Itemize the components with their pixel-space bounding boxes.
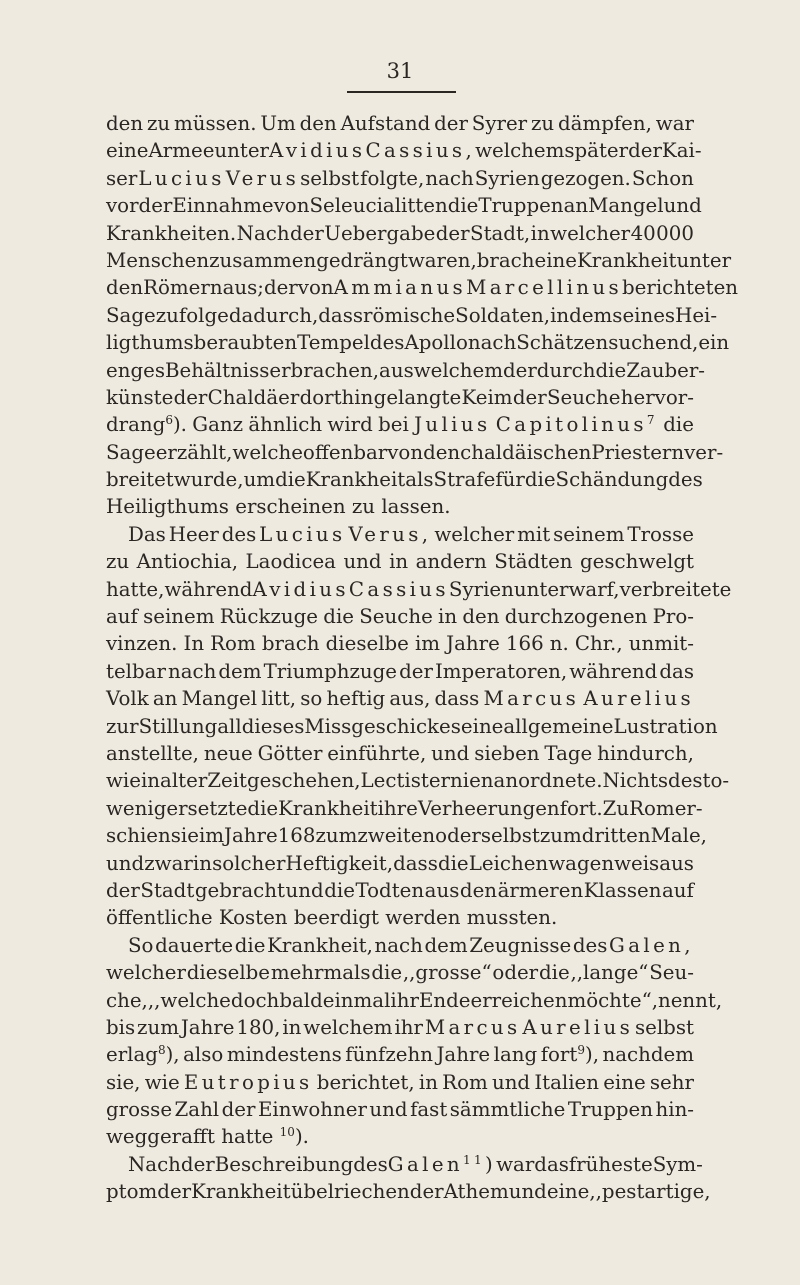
text-line: che, ,,welche doch bald einmal ihr Ende erreichen möchte“, nennt, — [106, 988, 723, 1012]
text-line: sie, wie Eutropius berichtet, in Rom und Italien eine sehr — [106, 1070, 694, 1094]
text-line: Sage zufolge dadurch, dass römische Soldaten, in dem seines Hei- — [106, 303, 718, 327]
text-line: ser Lucius Verus selbst folgte, nach Syrien gezogen. Schon — [106, 166, 694, 190]
text-line: bis zum Jahre 180, in welchem ihr Marcus Aurelius selbst — [106, 1015, 694, 1039]
text-line: anstellte, neue Götter einführte, und sieben Tage hindurch, — [106, 741, 694, 765]
text-line: welcher dieselbe mehrmals die ,,grosse“ oder die ,,lange“ Seu- — [106, 961, 694, 985]
text-line: zur Stillung all dieses Missgeschickes eine allgemeine Lustration — [106, 714, 718, 738]
text-line: künste der Chaldäer dorthin gelangte Keim der Seuche hervor- — [106, 385, 694, 409]
text-line: den Römern aus; der von Ammianus Marcellinus berichteten — [106, 276, 739, 300]
text-line: den zu müssen. Um den Aufstand der Syrer zu dämpfen, war — [106, 112, 694, 135]
text-line: öffentliche Kosten beerdigt werden mussten. — [106, 906, 558, 930]
text-line: zu Antiochia, Laodicea und in andern Städten geschwelgt — [106, 550, 694, 574]
text-line: weggerafft hatte $^{10}$). — [106, 1125, 309, 1149]
body-text — [106, 110, 739, 1206]
page-number: 31 — [386, 59, 414, 83]
text-line: schien sie im Jahre 168 zum zweiten oder selbst zum dritten Male, — [106, 824, 707, 848]
text-line: ptom der Krankheit übelriechender Athem und eine ,,pestartige, — [106, 1180, 711, 1204]
text-line: Das Heer des Lucius Verus, welcher mit seinem Trosse — [128, 522, 694, 546]
text-line: vor der Einnahme von Seleucia litten die Truppen an Mangel und — [106, 194, 702, 218]
text-line: drang$^6$). Ganz ähnlich wird bei Julius Capitolinus$^7$ die — [106, 413, 694, 437]
text-line: enges Behältniss erbrachen, aus welchem der durch die Zauber- — [106, 358, 705, 382]
text-line: weniger setzte die Krankheit ihre Verheerungen fort. Zu Rom er- — [106, 796, 703, 820]
text-line: Menschen zusammengedrängt waren, brach eine Krankheit unter — [106, 248, 732, 272]
text-line: vinzen. In Rom brach dieselbe im Jahre 166 n. Chr., unmit- — [106, 632, 694, 656]
text-line: erlag$^8$), also mindestens fünfzehn Jahre lang fort$^9$), nachdem — [106, 1043, 694, 1067]
text-line: eine Armee unter Avidius Cassius, welchem später der Kai- — [106, 139, 702, 163]
header-rule — [347, 91, 456, 93]
text-line: Heiligthums erscheinen zu lassen. — [106, 495, 451, 519]
text-line: telbar nach dem Triumphzuge der Imperatoren, während das — [106, 659, 694, 683]
text-line: der Stadt gebracht und die Todten aus den ärmeren Klassen auf — [106, 878, 694, 902]
text-line: Nach der Beschreibung des Galen$^{11}$) war das früheste Sym- — [128, 1152, 703, 1176]
text-line: breitet wurde, um die Krankheit als Strafe für die Schändung des — [106, 468, 703, 492]
text-line: und zwar in solcher Heftigkeit, dass die Leichen wagenweis aus — [106, 851, 694, 875]
text-line: Volk an Mangel litt, so heftig aus, dass Marcus Aurelius — [106, 687, 694, 711]
text-line: Krankheiten. Nach der Uebergabe der Stadt, in welcher 40 000 — [106, 221, 694, 245]
text-line: So dauerte die Krankheit, nach dem Zeugnisse des Galen, — [128, 933, 694, 957]
text-line: ligthums beraubten Tempel des Apollo nach Schätzen suchend, ein — [106, 331, 730, 355]
text-line: auf seinem Rückzuge die Seuche in den durchzogenen Pro- — [106, 605, 694, 629]
text-line: Sage erzählt, welche offenbar von den chaldäischen Priestern ver- — [106, 440, 724, 464]
text-line: hatte, während Avidius Cassius Syrien unterwarf, verbreitete — [106, 577, 732, 601]
text-line: grosse Zahl der Einwohner und fast sämmtliche Truppen hin- — [106, 1098, 694, 1122]
text-line: wie in alter Zeit geschehen, Lectisternien anordnete. Nichtsdesto- — [106, 769, 730, 793]
